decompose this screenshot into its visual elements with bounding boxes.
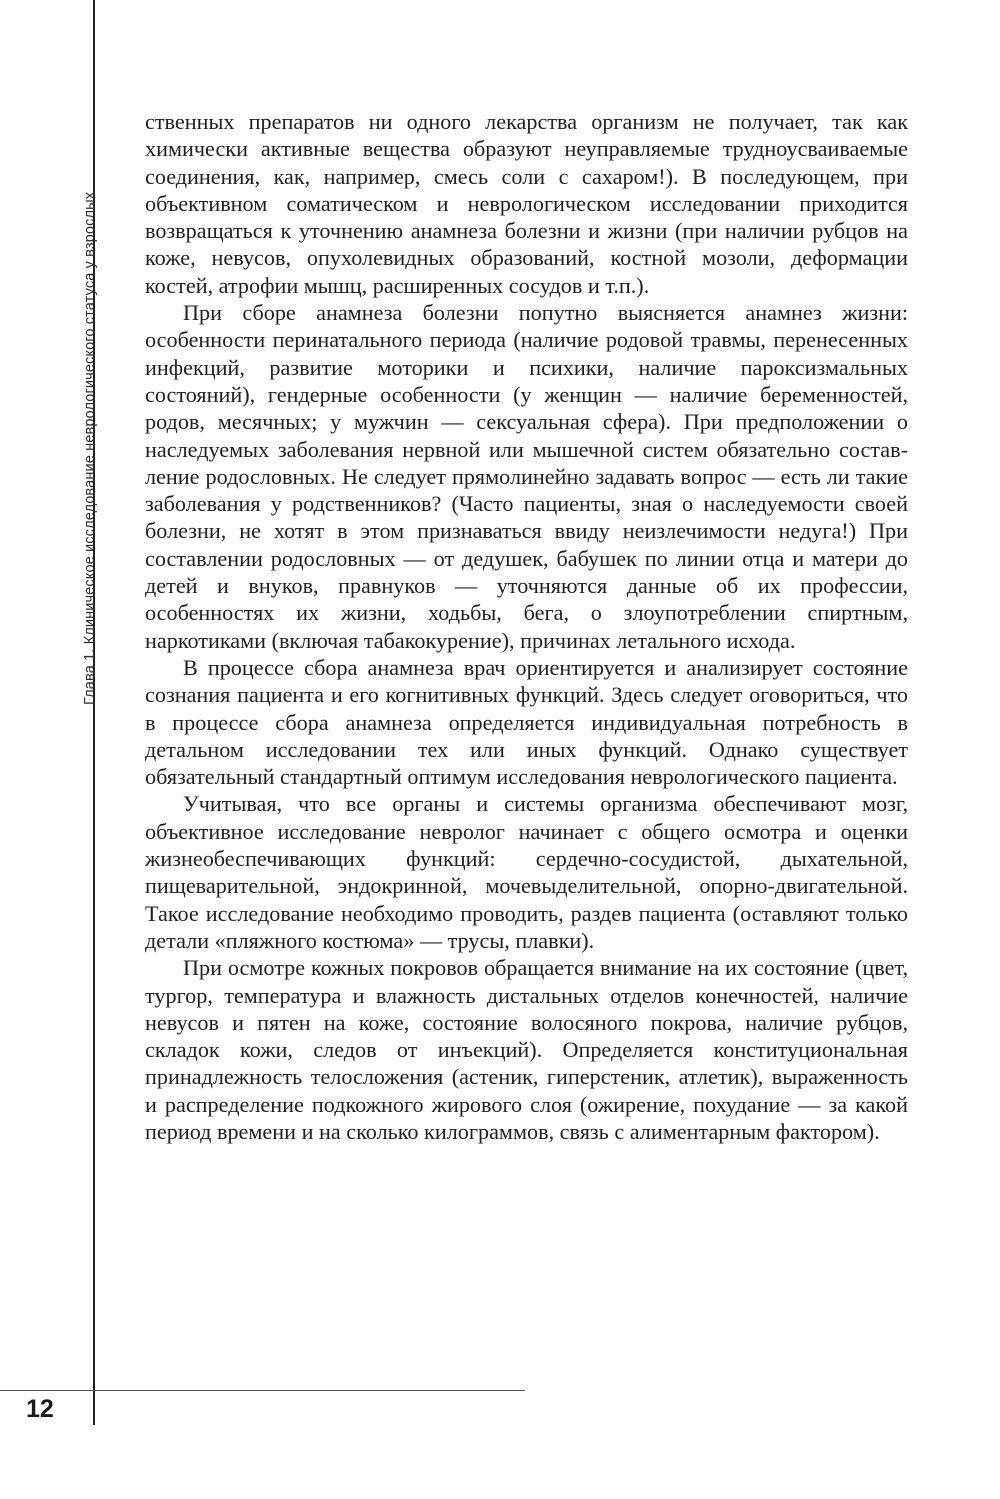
paragraph-3: В процессе сбора анамнеза врач ориентируется и анализирует состояние сознания пациента и его когнитивных функций. Здесь следует оговориться, что в процессе сбора анамнеза определяется индивидуальная потребность в детальном исследовании тех или иных функций. Однако существует обязательный стандартный оптимум исследования неврологического пациента. bbox=[145, 654, 908, 790]
paragraph-1: ственных препаратов ни одного лекарства организм не получает, так как химически активные вещества образуют неуправляемые трудноусваиваемые соединения, как, например, смесь соли с сахаром!). В последующем, при объективном соматическом и неврологическом исследовании приходится возвращаться к уточнению анамнеза болезни и жизни (при наличии рубцов на коже, невусов, опухолевидных образований, костной мозоли, деформации костей, атрофии мышц, расширенных сосудов и т.п.). bbox=[145, 109, 908, 298]
paragraph-5: При осмотре кожных покровов обращается внимание на их состояние (цвет, тургор, температура и влажность дистальных отделов конечностей, наличие невусов и пятен на коже, состояние волосяного покрова, наличие рубцов, складок кожи, следов от инъекций). Определяется конституциональная принадлежность телосложения (астеник, гиперстеник, атлетик), выраженность и распределение подкожного жирового слоя (ожирение, похудание — за какой период времени и на сколько килограммов, связь с алиментарным фактором). bbox=[145, 955, 908, 1144]
paragraph-4: Учитывая, что все органы и системы организма обеспечивают мозг, объективное исследование невролог начинает с общего осмотра и оценки жизнеобеспечивающих функций: сердечно-сосудистой, дыхательной, пищеварительной, эндокринной, мочевыделительной, опорно-двигательной. Такое исследование необходимо проводить, раздев пациента (оставляют только детали «пляжного костюма» — трусы, плавки). bbox=[145, 791, 908, 953]
body-text bbox=[145, 108, 908, 1145]
page-number: 12 bbox=[26, 1395, 54, 1423]
paragraph-2: При сборе анамнеза болезни попутно выясняется анамнез жизни: особенности перинатального периода (наличие родовой травмы, перенесенных инфекций, развитие моторики и психики, наличие пароксизмальных состояний), гендерные особенности (у женщин — наличие беременностей, родов, месячных; у мужчин — сексуальная сфера). При предположении о наследуемых заболевания нервной или мышечной систем обязательно составление родословных. Не следует прямолинейно задавать вопрос — есть ли такие заболевания у родственников? (Часто пациенты, зная о наследуемости своей болезни, не хотят в этом признаваться ввиду неизлечимости недуга!) При составлении родословных — от дедушек, бабушек по линии отца и матери до детей и внуков, правнуков — уточняются данные об их профессии, особенностях их жизни, ходьбы, бега, о злоупотреблении спиртным, наркотиками (включая табакокурение), причинах летального исхода. bbox=[145, 300, 908, 653]
running-head: Глава 1. Клиническое исследование неврологического статуса у взрослых bbox=[82, 191, 98, 705]
footer-rule bbox=[0, 1390, 525, 1391]
